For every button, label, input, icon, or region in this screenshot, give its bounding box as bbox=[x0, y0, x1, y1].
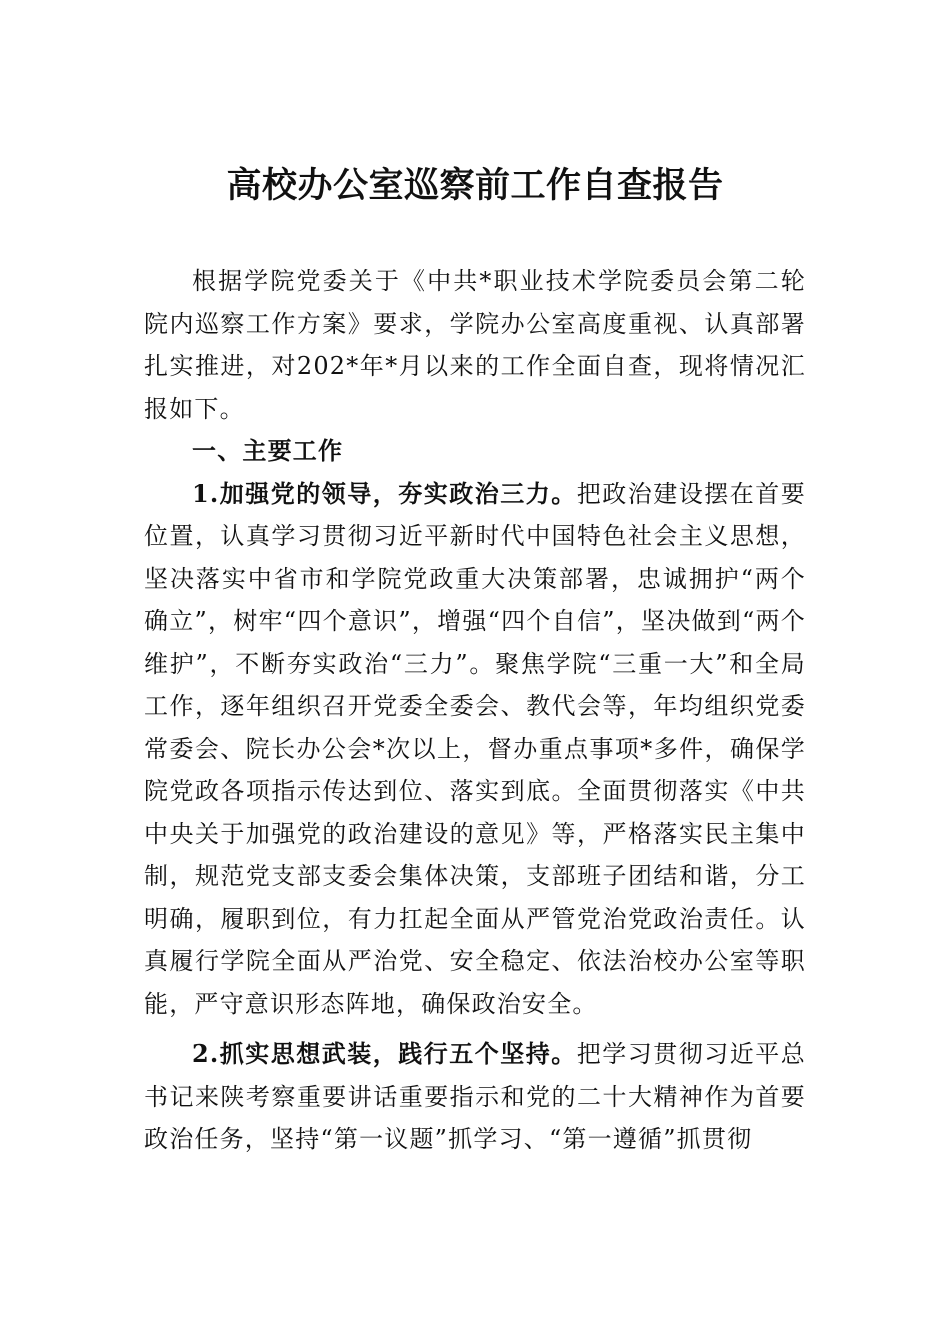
item-2-lead: 2.抓实思想武装，践行五个坚持。 bbox=[192, 1039, 577, 1068]
section-heading-main-work: 一、主要工作 bbox=[192, 437, 344, 465]
intro-paragraph: 根据学院党委关于《中共*职业技术学院委员会第二轮院内巡察工作方案》要求，学院办公室高度重视、认真部署扎实推进，对202*年*月以来的工作全面自查，现将情况汇报如下。 bbox=[144, 267, 806, 423]
item-2-body: 把学习贯彻习近平总书记来陕考察重要讲话重要指示和党的二十大精神作为首要政治任务，坚持“第一议题”抓学习、“第一遵循”抓贯彻 bbox=[144, 1040, 806, 1153]
document-title: 高校办公室巡察前工作自查报告 bbox=[226, 165, 724, 206]
item-1-body: 把政治建设摆在首要位置，认真学习贯彻习近平新时代中国特色社会主义思想，坚决落实中省市和学院党政重大决策部署，忠诚拥护“两个确立”，树牢“四个意识”，增强“四个自信”，坚决做到“两个维护”，不断夯实政治“三力”。聚焦学院“三重一大”和全局工作，逐年组织召开党委全委会、教代会等，年均组织党委常委会、院长办公会*次以上，督办重点事项*多件，确保学院党政各项指示传达到位、落实到底。全面贯彻落实《中共中央关于加强党的政治建设的意见》等，严格落实民主集中制，规范党支部支委会集体决策，支部班子团结和谐，分工明确，履职到位，有力扛起全面从严管党治党政治责任。认真履行学院全面从严治党、安全稳定、依法治校办公室等职能，严守意识形态阵地，确保政治安全。 bbox=[144, 479, 806, 1018]
item-2-paragraph bbox=[144, 1033, 806, 1161]
paragraph-spacer bbox=[144, 1025, 806, 1033]
item-1-paragraph bbox=[144, 473, 806, 1026]
document-body bbox=[144, 260, 806, 1161]
item-1-lead: 1.加强党的领导，夯实政治三力。 bbox=[192, 478, 577, 508]
